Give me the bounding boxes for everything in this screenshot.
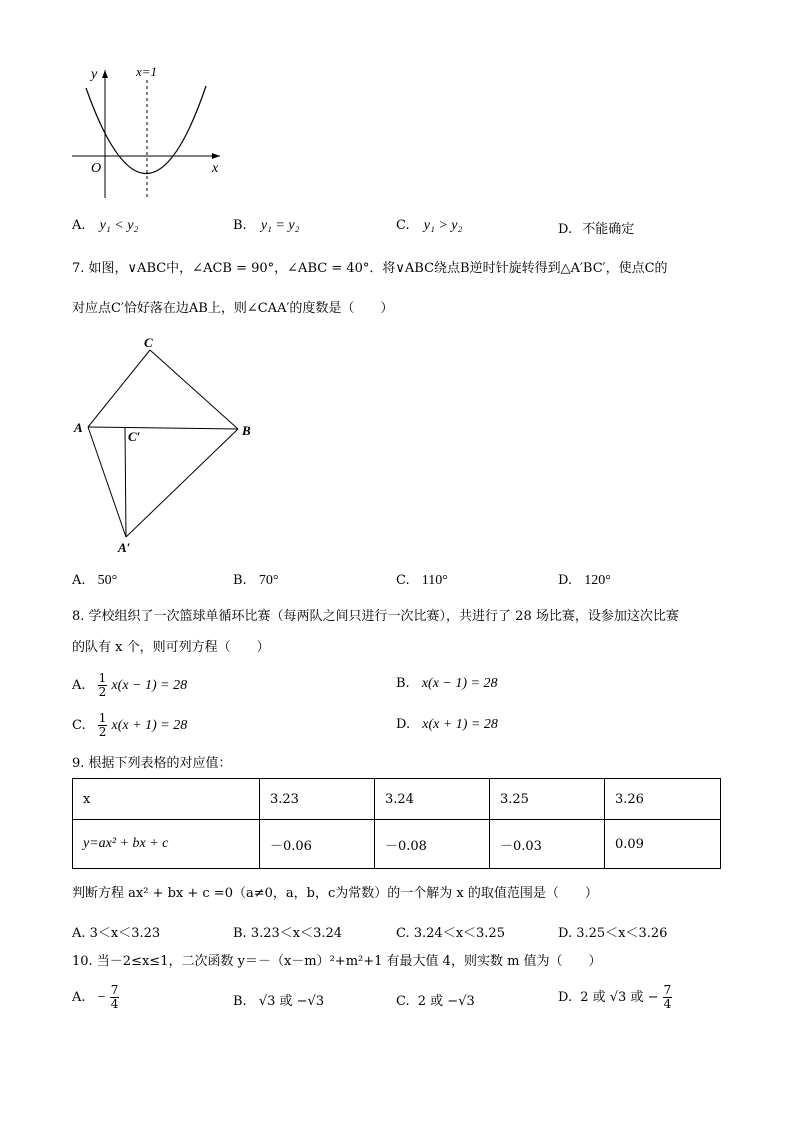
- q10-option-a-pre: −: [97, 990, 106, 1005]
- q8-option-d: [396, 717, 498, 733]
- q6-option-d: [558, 218, 634, 237]
- q10-option-d-frac-num: 7: [663, 983, 672, 997]
- q9-option-b: B. 3.23＜x＜3.24: [233, 926, 343, 941]
- q8-option-a-letter: A.: [72, 678, 86, 693]
- q8-option-b-text: x(x − 1) = 28: [421, 676, 498, 691]
- q7-option-b-letter: B.: [233, 573, 247, 588]
- q10-option-d: [558, 980, 672, 1016]
- q8-option-c-letter: C.: [72, 718, 86, 733]
- q6-option-c-text: y₁ > y₂: [423, 218, 463, 233]
- symmetry-label: x=1: [136, 64, 158, 79]
- segment-AC: [88, 350, 150, 427]
- q9-question: 判断方程 ax² + bx + c =0（a≠0，a，b，c为常数）的一个解为 x 的取值范围是（ ）: [72, 886, 598, 901]
- q7-line2: 对应点C′恰好落在边AB上，则∠CAA′的度数是（ ）: [72, 301, 394, 316]
- q9-option-d: D. 3.25＜x＜3.26: [558, 926, 668, 941]
- table-cell: －0.08: [375, 820, 490, 869]
- table-cell: x: [73, 779, 260, 820]
- q6-option-c: [396, 218, 462, 234]
- q10-option-a-frac: [110, 984, 120, 1011]
- segment-A-prime-B: [126, 429, 238, 537]
- segment-AA-prime: [88, 427, 126, 537]
- q10-option-c-letter: C.: [396, 994, 410, 1009]
- q10-option-d-frac-den: 4: [663, 997, 672, 1011]
- x-axis-arrow: [212, 153, 220, 159]
- table-cell: －0.06: [260, 820, 375, 869]
- q8-option-a-frac-num: 1: [98, 671, 107, 685]
- q7-option-d-text: 120°: [584, 573, 611, 588]
- q7-option-c-letter: C.: [396, 573, 410, 588]
- point-A-label: A: [74, 420, 83, 435]
- q10-option-a-letter: A.: [72, 990, 86, 1005]
- q6-option-b: [233, 218, 299, 234]
- point-C-label: C: [144, 335, 153, 350]
- q10-option-d-frac: [663, 984, 673, 1011]
- point-B-label: B: [242, 423, 251, 438]
- q7-option-a-text: 50°: [97, 573, 118, 588]
- parabola-graph: [60, 58, 240, 208]
- q6-option-c-letter: C.: [396, 218, 410, 233]
- q10-option-a-frac-den: 4: [110, 997, 119, 1011]
- q10-option-a-frac-num: 7: [110, 983, 119, 997]
- q10-option-c: [396, 990, 475, 1009]
- table-row: [73, 820, 721, 869]
- q8-option-d-letter: D.: [396, 717, 411, 732]
- table-cell: y=ax² + bx + c: [73, 820, 260, 869]
- q7-option-b-text: 70°: [258, 573, 279, 588]
- q10-option-d-letter: D.: [558, 990, 573, 1005]
- q6-option-d-text: 不能确定: [582, 222, 635, 237]
- origin-label: O: [91, 161, 102, 176]
- q7-option-d-letter: D.: [558, 573, 573, 588]
- q8-option-c-frac-den: 2: [98, 725, 107, 739]
- y-axis-label: y: [91, 67, 98, 82]
- table-cell: 3.24: [375, 779, 490, 820]
- q7-option-b: [233, 573, 278, 589]
- q8-option-c: [72, 708, 187, 744]
- q10-option-b-letter: B.: [233, 994, 247, 1009]
- table-row: [73, 779, 721, 820]
- q8-line2: 的队有 x 个，则可列方程（ ）: [72, 640, 270, 655]
- q10-option-b-text: √3 或 −√3: [258, 994, 325, 1009]
- q7-option-d: [558, 573, 611, 589]
- q7-line1: 7. 如图，∨ABC中，∠ACB = 90°，∠ABC = 40°．将∨ABC绕点B逆时针旋转得到△A′BC′，使点C的: [72, 261, 668, 276]
- segment-C-prime-A-prime: [125, 428, 126, 537]
- q8-line1: 8. 学校组织了一次篮球单循环比赛（每两队之间只进行一次比赛），共进行了 28 场比赛，设参加这次比赛: [72, 609, 679, 624]
- q8-option-c-frac: [98, 712, 108, 739]
- y-axis-arrow: [102, 70, 108, 78]
- q10-option-a: [72, 980, 119, 1016]
- q10-option-d-text: 2 或 √3 或 −: [580, 990, 659, 1005]
- table-cell: －0.03: [490, 820, 605, 869]
- point-C-prime-label: C′: [128, 429, 141, 444]
- q8-option-b-letter: B.: [396, 676, 410, 691]
- x-axis-label: x: [212, 161, 219, 176]
- table-cell: 0.09: [605, 820, 721, 869]
- q7-option-a: [72, 573, 117, 589]
- q6-option-a-letter: A.: [72, 218, 86, 233]
- q6-option-b-text: y₁ = y₂: [260, 218, 300, 233]
- q8-option-c-frac-num: 1: [98, 711, 107, 725]
- table-cell: 3.26: [605, 779, 721, 820]
- q9-value-table: [72, 778, 721, 869]
- q8-option-a-text: x(x − 1) = 28: [111, 678, 188, 693]
- q6-option-d-letter: D.: [558, 222, 573, 237]
- q6-option-a: [72, 218, 138, 234]
- q8-option-a: [72, 668, 187, 704]
- point-A-prime-label: A′: [118, 540, 131, 555]
- q7-figure: [70, 332, 270, 562]
- table-cell: 3.25: [490, 779, 605, 820]
- q10-option-c-text: 2 或 −√3: [417, 994, 475, 1009]
- q7-option-a-letter: A.: [72, 573, 86, 588]
- q6-option-a-text: y₁ < y₂: [99, 218, 139, 233]
- q8-option-a-frac-den: 2: [98, 685, 107, 699]
- q9-option-c: C. 3.24＜x＜3.25: [396, 926, 505, 941]
- parabola-curve: [86, 86, 206, 174]
- segment-CB: [150, 350, 238, 429]
- q6-option-b-letter: B.: [233, 218, 247, 233]
- q10-line: 10. 当－2≤x≤1，二次函数 y＝－（x－m）²+m²+1 有最大值 4，则实数 m 值为（ ）: [72, 954, 602, 969]
- q7-option-c: [396, 573, 448, 589]
- segment-AB: [88, 427, 238, 429]
- q9-option-a: A. 3＜x＜3.23: [72, 926, 161, 941]
- q10-option-b: [233, 990, 324, 1009]
- q8-option-b: [396, 676, 497, 692]
- q9-intro: 9. 根据下列表格的对应值：: [72, 756, 232, 771]
- q8-option-d-text: x(x + 1) = 28: [422, 717, 498, 732]
- q8-option-a-frac: [98, 672, 108, 699]
- q7-option-c-text: 110°: [421, 573, 448, 588]
- q8-option-c-text: x(x + 1) = 28: [111, 718, 188, 733]
- table-cell: 3.23: [260, 779, 375, 820]
